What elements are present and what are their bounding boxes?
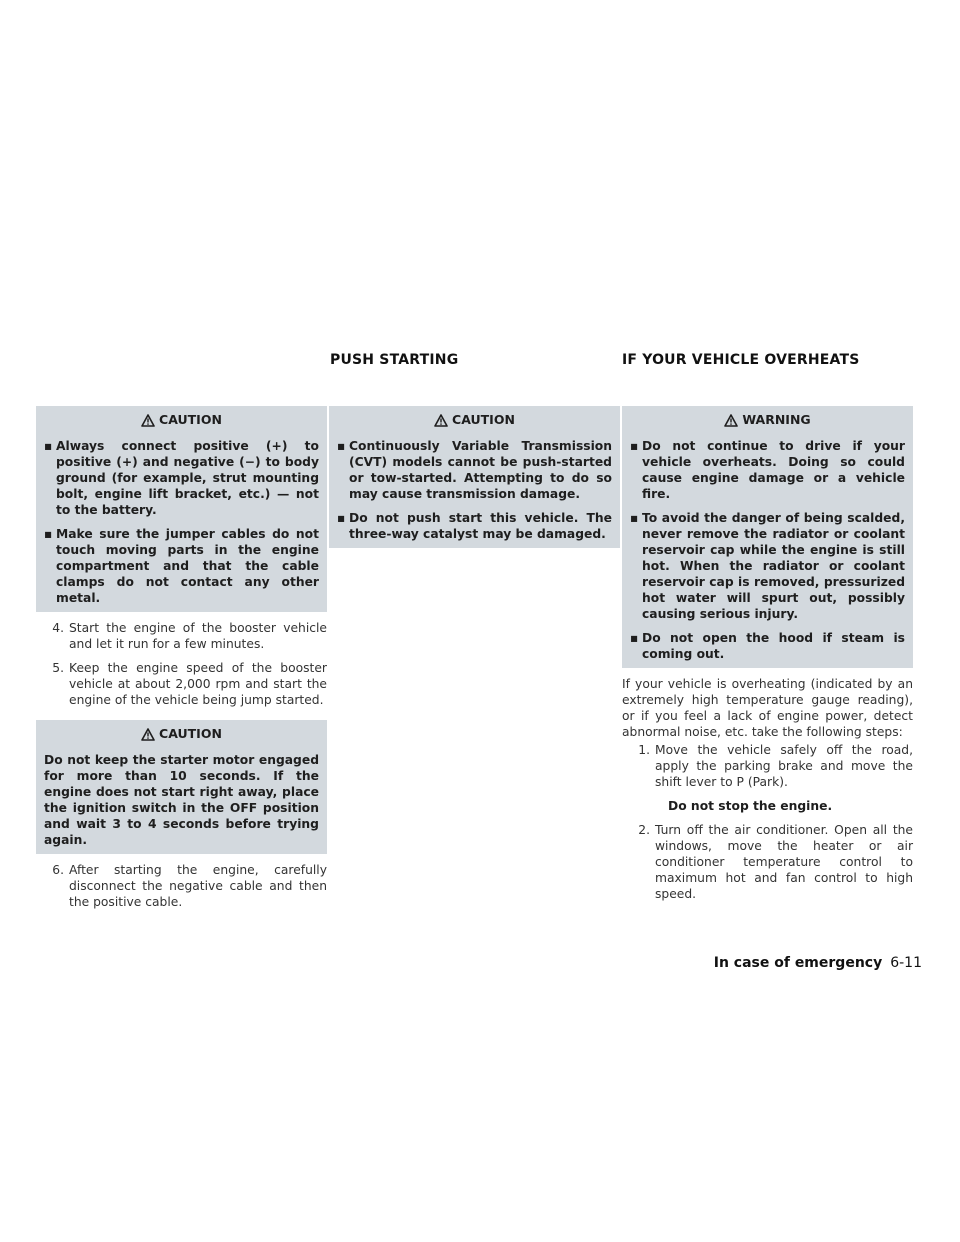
caution-bullet: ▪ Do not push start this vehicle. The three-way catalyst may be damaged. bbox=[337, 511, 612, 541]
step-item: 2. Turn off the air conditioner. Open all the windows, move the heater or air conditioner temperature control to maximum hot and fan control to high speed. bbox=[638, 823, 913, 901]
warning-box-overheat bbox=[622, 406, 913, 668]
warning-triangle-icon bbox=[141, 414, 155, 427]
warning-title: WARNING bbox=[630, 410, 905, 438]
warning-bullet: ▪ To avoid the danger of being scalded, never remove the radiator or coolant reservoir cap while the engine is still hot. When the radiator or coolant reservoir cap is removed, pressurized hot water will spurt out, possibly causing serious injury. bbox=[630, 511, 905, 621]
overheat-intro: If your vehicle is overheating (indicated by an extremely high temperature gauge reading), or if you feel a lack of engine power, detect abnormal noise, etc. take the following steps: bbox=[622, 677, 913, 739]
caution-bullet: ▪ Make sure the jumper cables do not touch moving parts in the engine compartment and that the cable clamps do not contact any other metal. bbox=[44, 527, 319, 605]
column-3 bbox=[622, 406, 913, 902]
caution-title: CAUTION bbox=[44, 724, 319, 752]
caution-bullet: ▪ Always connect positive (+) to positive (+) and negative (−) to body ground (for example, strut mounting bolt, engine lift bracket, etc.) — not to the battery. bbox=[44, 439, 319, 517]
heading-push-starting: PUSH STARTING bbox=[330, 352, 459, 368]
step-note: Do not stop the engine. bbox=[668, 799, 833, 813]
page-number: 6-11 bbox=[890, 955, 922, 971]
caution-text: Do not keep the starter motor engaged for more than 10 seconds. If the engine does not start right away, place the ignition switch in the OFF position and wait 3 to 4 seconds before trying again. bbox=[44, 753, 319, 847]
step-item: 1. Move the vehicle safely off the road, apply the parking brake and move the shift lever to P (Park). bbox=[638, 743, 913, 789]
caution-box-push-start bbox=[329, 406, 620, 548]
warning-bullet: ▪ Do not continue to drive if your vehicle overheats. Doing so could cause engine damage or a vehicle fire. bbox=[630, 439, 905, 501]
page-footer bbox=[714, 955, 922, 971]
column-1 bbox=[36, 406, 327, 910]
step-item: 5. Keep the engine speed of the booster vehicle at about 2,000 rpm and start the engine of the vehicle being jump started. bbox=[52, 661, 327, 707]
step-item: 6. After starting the engine, carefully disconnect the negative cable and then the positive cable. bbox=[52, 863, 327, 909]
caution-title: CAUTION bbox=[337, 410, 612, 438]
warning-bullet: ▪ Do not open the hood if steam is coming out. bbox=[630, 631, 905, 661]
caution-bullet: ▪ Continuously Variable Transmission (CVT) models cannot be push-started or tow-started. Attempting to do so may cause transmission damage. bbox=[337, 439, 612, 501]
warning-triangle-icon bbox=[724, 414, 738, 427]
warning-triangle-icon bbox=[141, 728, 155, 741]
warning-triangle-icon bbox=[434, 414, 448, 427]
caution-box-jumper-cables bbox=[36, 406, 327, 612]
column-2 bbox=[329, 406, 620, 548]
caution-box-starter-motor bbox=[36, 720, 327, 854]
step-item: 4. Start the engine of the booster vehicle and let it run for a few minutes. bbox=[52, 621, 327, 651]
heading-overheats: IF YOUR VEHICLE OVERHEATS bbox=[622, 352, 860, 368]
caution-title: CAUTION bbox=[44, 410, 319, 438]
footer-section-title: In case of emergency bbox=[713, 955, 883, 971]
